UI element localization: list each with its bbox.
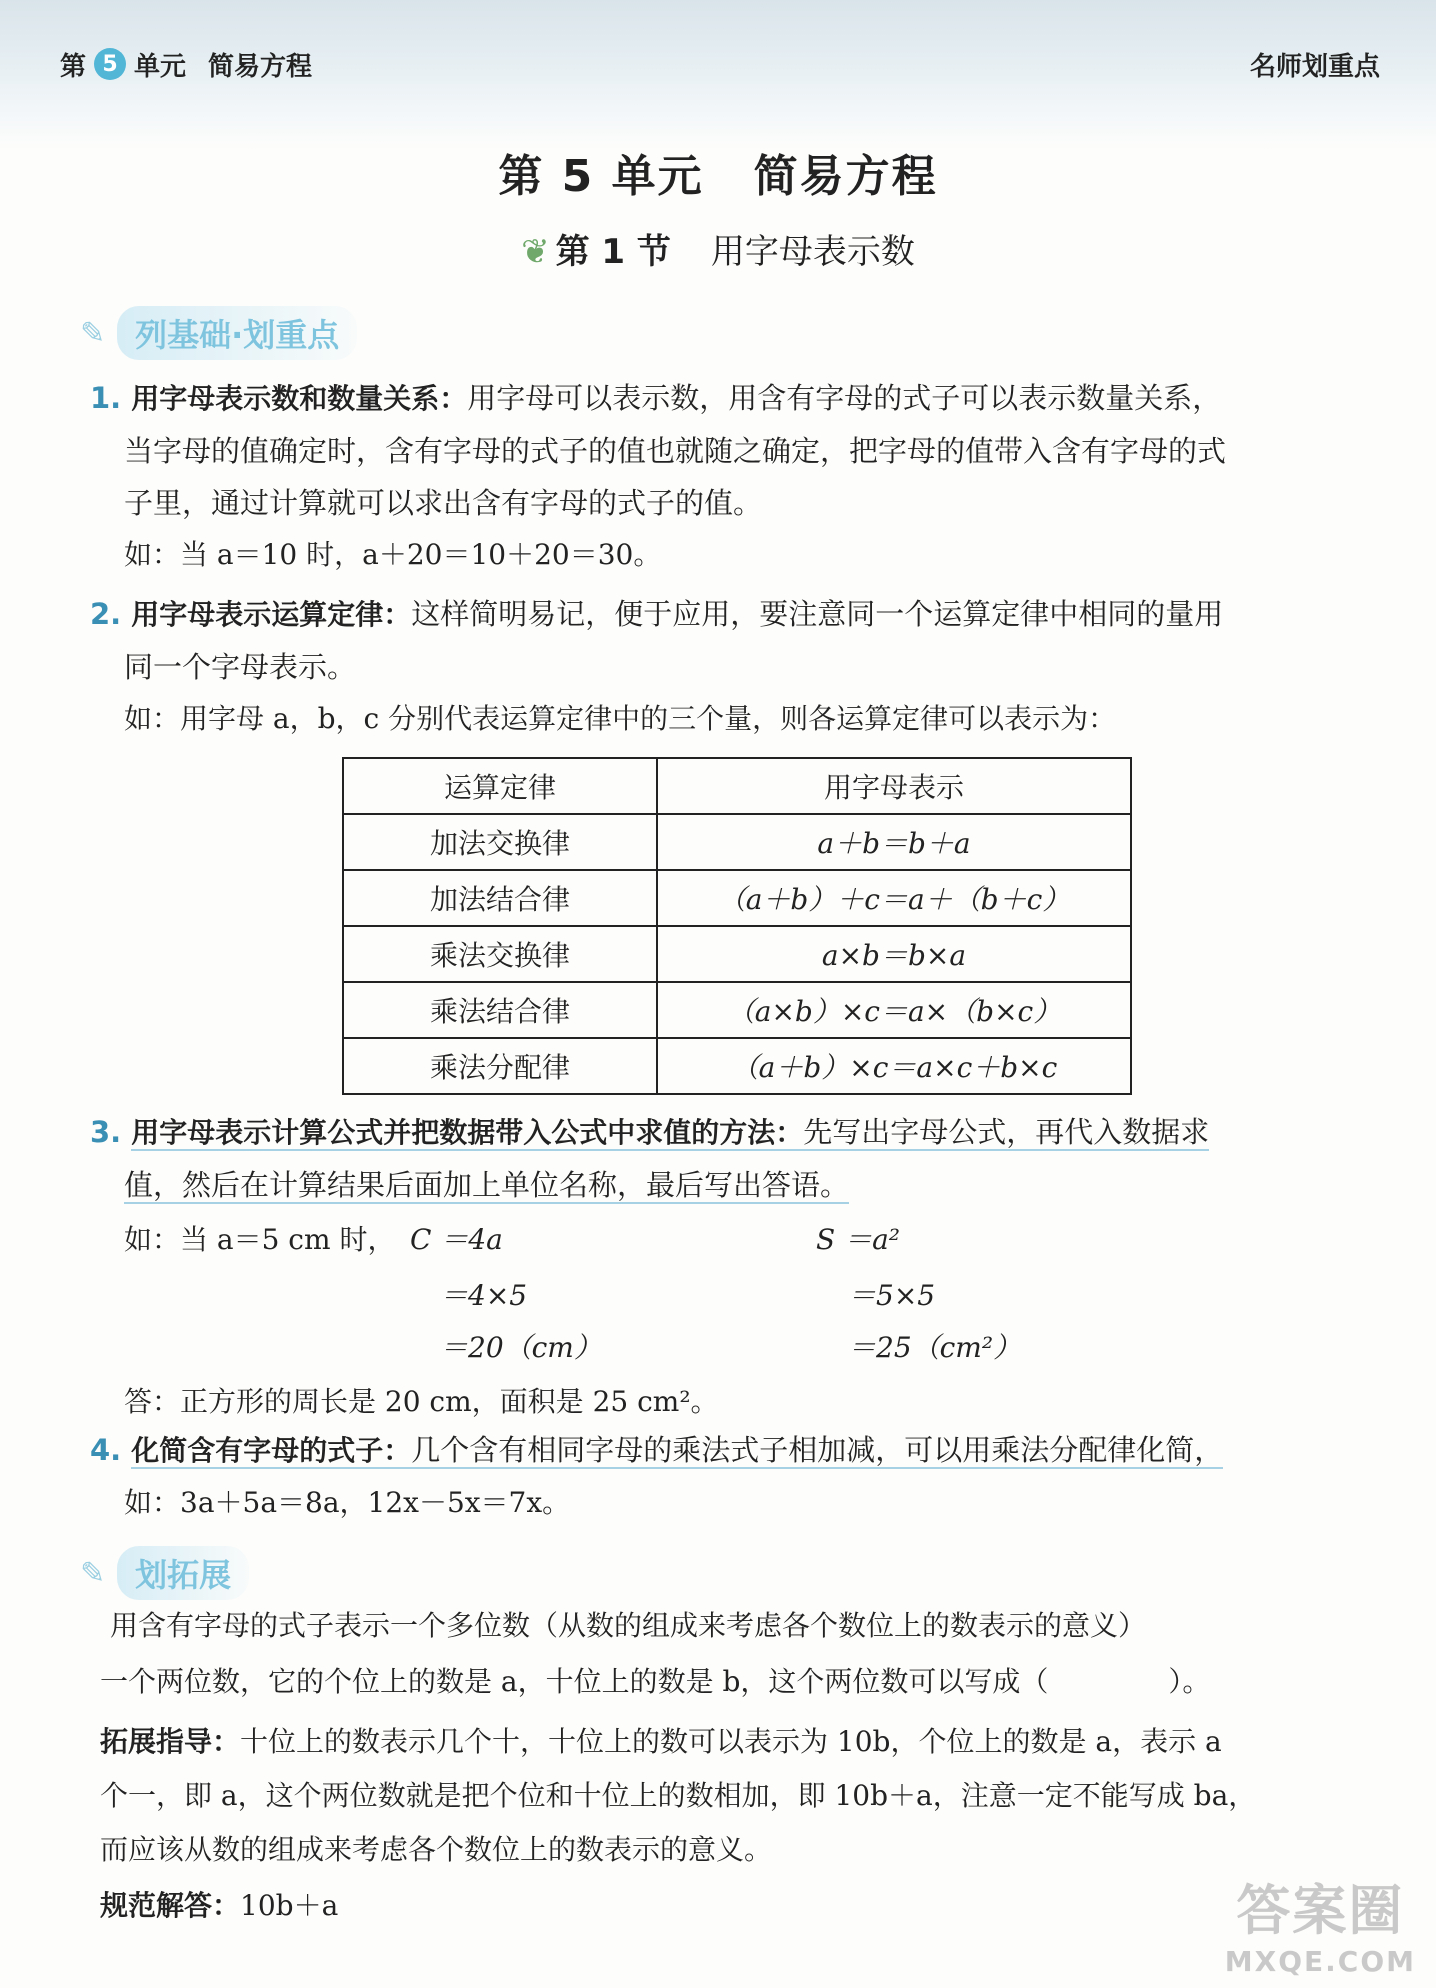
- law-formula: （a×b）×c＝a×（b×c）: [657, 982, 1131, 1038]
- watermark-text: 答案圈: [1236, 1879, 1405, 1942]
- item-heading: 用字母表示数和数量关系：: [131, 382, 468, 415]
- unit-number-badge: 5: [94, 48, 126, 80]
- item-number: 4.: [90, 1433, 122, 1467]
- answer-text: 10b＋a: [240, 1889, 339, 1922]
- item-example: 如：3a＋5a＝8a，12x－5x＝7x。: [124, 1486, 571, 1519]
- law-formula: （a＋b）＋c＝a＋（b＋c）: [657, 870, 1131, 926]
- law-name: 加法交换律: [343, 814, 657, 870]
- header-left: [60, 46, 312, 83]
- extension-banner-label: 划拓展: [117, 1546, 249, 1600]
- law-formula: （a＋b）×c＝a×c＋b×c: [657, 1038, 1131, 1094]
- perimeter-step: ＝4×5: [440, 1279, 528, 1312]
- section-number: 第 1 节: [555, 232, 671, 272]
- law-name: 乘法交换律: [343, 926, 657, 982]
- column-header: 用字母表示: [657, 758, 1131, 814]
- guide-label: 拓展指导：: [100, 1725, 241, 1758]
- column-header: 运算定律: [343, 758, 657, 814]
- table-row: [343, 982, 1131, 1038]
- chapter-unit: 第 5 单元: [498, 151, 704, 202]
- basics-banner: [80, 306, 357, 360]
- item-2: [90, 588, 1350, 745]
- chapter-title: [0, 140, 1436, 204]
- table-header-row: [343, 758, 1131, 814]
- header-topic: 简易方程: [208, 51, 313, 82]
- header-unit: 单元: [134, 51, 187, 82]
- extension-guide-line: [100, 1720, 1222, 1760]
- section-topic: 用字母表示数: [710, 232, 915, 272]
- watermark-url: MXQE.COM: [1224, 1945, 1416, 1978]
- item-heading: 用字母表示运算定律：: [131, 598, 412, 631]
- law-name: 加法结合律: [343, 870, 657, 926]
- item-number: 2.: [90, 597, 122, 631]
- law-formula: a＋b＝b＋a: [657, 814, 1131, 870]
- table-row: [343, 814, 1131, 870]
- question-end: ）。: [1168, 1665, 1211, 1698]
- pencil-icon: ✎: [80, 315, 106, 351]
- area-step: ＝25（cm²）: [848, 1331, 1022, 1364]
- basics-banner-label: 列基础·划重点: [117, 306, 357, 360]
- running-header: [60, 42, 1380, 86]
- law-name: 乘法结合律: [343, 982, 657, 1038]
- question-text: 一个两位数，它的个位上的数是 a，十位上的数是 b，这个两位数可以写成（: [100, 1665, 1049, 1698]
- law-table: [342, 757, 1132, 1095]
- item-body: 先写出字母公式，再代入数据求: [803, 1115, 1210, 1149]
- table-row: [343, 870, 1131, 926]
- item-example: 如：当 a＝10 时，a＋20＝10＋20＝30。: [124, 538, 662, 571]
- table-row: [343, 926, 1131, 982]
- extension-answer: [100, 1884, 338, 1924]
- item-body-line: 值，然后在计算结果后面加上单位名称，最后写出答语。: [124, 1168, 850, 1202]
- item-number: 1.: [90, 381, 122, 415]
- law-formula: a×b＝b×a: [657, 926, 1131, 982]
- header-prefix: 第: [60, 51, 87, 82]
- area-step: S ＝a²: [816, 1223, 901, 1256]
- answer-label: 规范解答：: [100, 1889, 241, 1922]
- item-heading: 化简含有字母的式子：: [131, 1434, 412, 1467]
- section-title: [0, 224, 1436, 273]
- perimeter-step: ＝20（cm）: [440, 1331, 602, 1364]
- law-name: 乘法分配律: [343, 1038, 657, 1094]
- item-body: 几个含有相同字母的乘法式子相加减，可以用乘法分配律化简，: [411, 1433, 1224, 1467]
- extension-guide-line: 个一，即 a，这个两位数就是把个位和十位上的数相加，即 10b＋a，注意一定不能写成 ba，: [100, 1779, 1257, 1812]
- extension-banner: [80, 1546, 249, 1600]
- pencil-icon: ✎: [80, 1555, 106, 1591]
- extension-question: [100, 1660, 1210, 1700]
- item-heading: 用字母表示计算公式并把数据带入公式中求值的方法：: [131, 1116, 804, 1149]
- guide-text: 十位上的数表示几个十，十位上的数可以表示为 10b，个位上的数是 a，表示 a: [240, 1725, 1222, 1758]
- item-4: [90, 1424, 1350, 1529]
- area-step: ＝5×5: [848, 1279, 936, 1312]
- perimeter-step: C ＝4a: [410, 1223, 503, 1256]
- item-body-line: 同一个字母表示。: [124, 650, 357, 684]
- item-number: 3.: [90, 1115, 122, 1149]
- item-body-line: 子里，通过计算就可以求出含有字母的式子的值。: [124, 486, 763, 520]
- chapter-topic: 简易方程: [753, 151, 938, 202]
- item-example: 如：用字母 a，b，c 分别代表运算定律中的三个量，则各运算定律可以表示为：: [124, 702, 1117, 735]
- leaf-icon: ❦: [521, 232, 550, 272]
- item-body: 用字母可以表示数，用含有字母的式子可以表示数量关系，: [467, 381, 1222, 415]
- calc-answer: 答：正方形的周长是 20 cm，面积是 25 cm²。: [124, 1385, 719, 1418]
- item-body-line: 当字母的值确定时，含有字母的式子的值也就随之确定，把字母的值带入含有字母的式: [124, 434, 1227, 468]
- extension-guide-line: 而应该从数的组成来考虑各个数位上的数表示的意义。: [100, 1833, 773, 1866]
- table-row: [343, 1038, 1131, 1094]
- item-3: [90, 1106, 1350, 1211]
- item-body: 这样简明易记，便于应用，要注意同一个运算定律中相同的量用: [411, 597, 1224, 631]
- watermark-logo: [1225, 1868, 1416, 1978]
- extension-title: 用含有字母的式子表示一个多位数（从数的组成来考虑各个数位上的数表示的意义）: [110, 1609, 1147, 1642]
- calc-prefix: 如：当 a＝5 cm 时，: [124, 1223, 396, 1256]
- header-right-label: 名师划重点: [1249, 51, 1380, 82]
- item-1: [90, 372, 1350, 581]
